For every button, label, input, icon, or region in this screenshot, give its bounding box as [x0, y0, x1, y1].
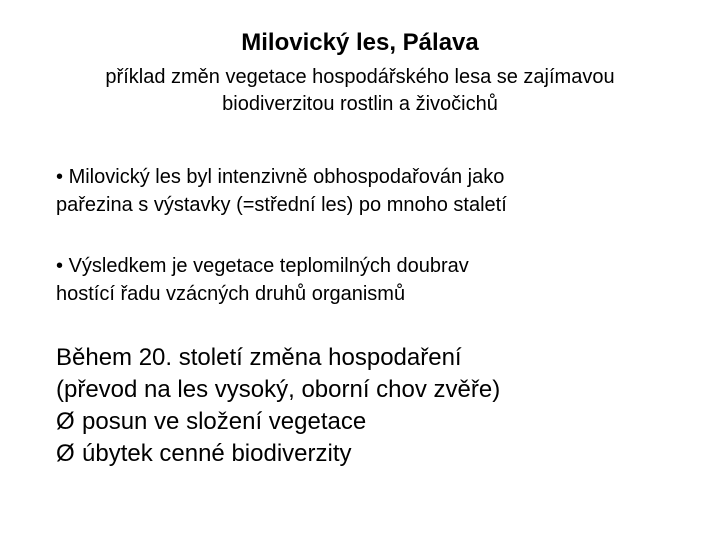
bullet-item-2 [56, 252, 676, 308]
arrow-bullet-icon: Ø [56, 408, 75, 435]
arrow-item-1-text: posun ve složení vegetace [82, 408, 367, 435]
bullet-1-text-1: Milovický les byl intenzivně obhospodařován jako [68, 166, 505, 188]
bullet-marker: • [56, 166, 64, 188]
bullet-item-1 [56, 163, 676, 219]
arrow-bullet-icon: Ø [56, 440, 75, 467]
arrow-item-2-text: úbytek cenné biodiverzity [82, 440, 352, 467]
bullet-1-line-1 [56, 163, 676, 191]
slide-subtitle [20, 64, 700, 118]
subtitle-line-1: příklad změn vegetace hospodářského lesa se zajímavou [105, 66, 615, 88]
bullet-2-line-2: hostící řadu vzácných druhů organismů [56, 283, 406, 305]
summary-line-1: Během 20. století změna hospodaření [56, 344, 462, 371]
slide-title: Milovický les, Pálava [241, 29, 479, 56]
summary-block [56, 342, 696, 470]
arrow-item-1 [56, 406, 696, 438]
bullet-2-text-1: Výsledkem je vegetace teplomilných doubrav [68, 255, 469, 277]
arrow-item-2 [56, 438, 696, 470]
bullet-1-line-2: pařezina s výstavky (=střední les) po mnoho staletí [56, 194, 507, 216]
subtitle-line-2: biodiverzitou rostlin a živočichů [222, 93, 498, 115]
summary-line-2: (převod na les vysoký, oborní chov zvěře) [56, 376, 501, 403]
bullet-marker: • [56, 255, 64, 277]
bullet-2-line-1 [56, 252, 676, 280]
